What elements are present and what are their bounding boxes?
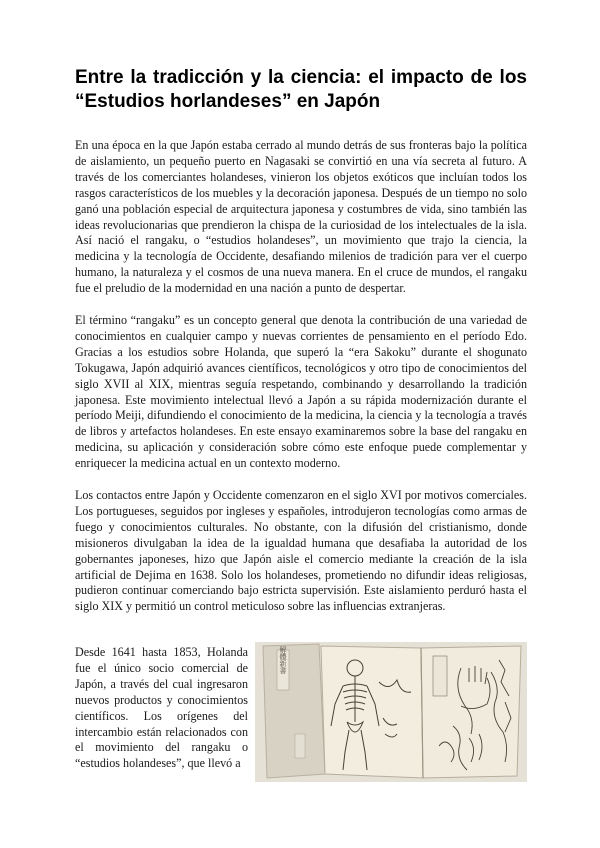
document-title: Entre la tradicción y la ciencia: el impacto de los “Estudios horlandeses” en Japón xyxy=(75,67,527,112)
paragraph-intro: En una época en la que Japón estaba cerrado al mundo detrás de sus fronteras bajo la política de aislamiento, un pequeño puerto en Nagasaki se convirtió en una vía secreta al futuro. A través de los comerciantes holandeses, vinieron los objetos exóticos que incluían todos los rasgos característicos de los muebles y la decoración japonesa. Después de un tiempo no solo ganó una población especial de arquitectura japonesa y costumbres de vida, sino también las ideas revolucionarias que prendieron la chispa de la curiosidad de los intelectuales de la isla. Así nació el rangaku, o “estudios holandeses”, un movimiento que trajo la ciencia, la medicina y la tecnología de Occidente, desafiando milenios de tradición para ver el cuerpo humano, la naturaleza y el cosmos de una nueva manera. En el cruce de mundos, el rangaku fue el preludio de la modernidad en una nación a punto de despertar. xyxy=(75,138,527,296)
anatomy-book-photo xyxy=(255,642,527,782)
paragraph-western-contacts: Los contactos entre Japón y Occidente comenzaron en el siglo XVI por motivos comerciales. Los portugueses, seguidos por ingleses y españoles, introdujeron tecnologías como armas de fuego y conocimientos culturales. No obstante, con la difusión del cristianismo, donde misioneros divulgaban la idea de la igualdad humana que desafiaba la autoridad de los gobernantes japoneses, hizo que Japón aisle el comercio mediante la creación de la isla artificial de Dejima en 1638. Solo los holandeses, prometiendo no difundir ideas religiosas, pudieron continuar comerciando bajo estricta supervisión. Este aislamiento perduró hasta el siglo XIX y permitió un control meticuloso sobre las influencias extranjeras. xyxy=(75,488,527,614)
open-book xyxy=(321,646,521,778)
closed-book-cover xyxy=(263,644,325,778)
paragraph-dutch-trade: Desde 1641 hasta 1853, Holanda fue el único socio comercial de Japón, a través del cual ingresaron nuevos productos y conocimientos científicos. Los orígenes del intercambio están relacionados con el movimiento del rangaku o “estudios holandeses”, que llevó a xyxy=(75,645,248,771)
book-title-label: 解體新書 xyxy=(279,646,287,674)
anatomy-book-illustration xyxy=(255,642,527,782)
paragraph-rangaku-concept: El término “rangaku” es un concepto general que denota la contribución de una variedad de conocimientos en cualquier campo y nuevas corrientes de pensamiento en el período Edo. Gracias a los estudios sobre Holanda, que superó la “era Sakoku” durante el shogunato Tokugawa, Japón adquirió avances científicos, tecnológicos y otro tipo de conocimientos del siglo XVII al XIX, mientras seguía respetando, combinando y desarrollando la tradición japonesa. Este movimiento intelectual llevó a Japón a su rápida modernización durante el período Meiji, difundiendo el conocimiento de la medicina, la ciencia y la tecnología a través de libros y artefactos holandeses. En este ensayo examinaremos sobre la base del rangaku en medicina, su aplicación y consideración sobre cómo este enfoque puede complementar y enriquecer la medicina actual en un contexto moderno. xyxy=(75,313,527,471)
